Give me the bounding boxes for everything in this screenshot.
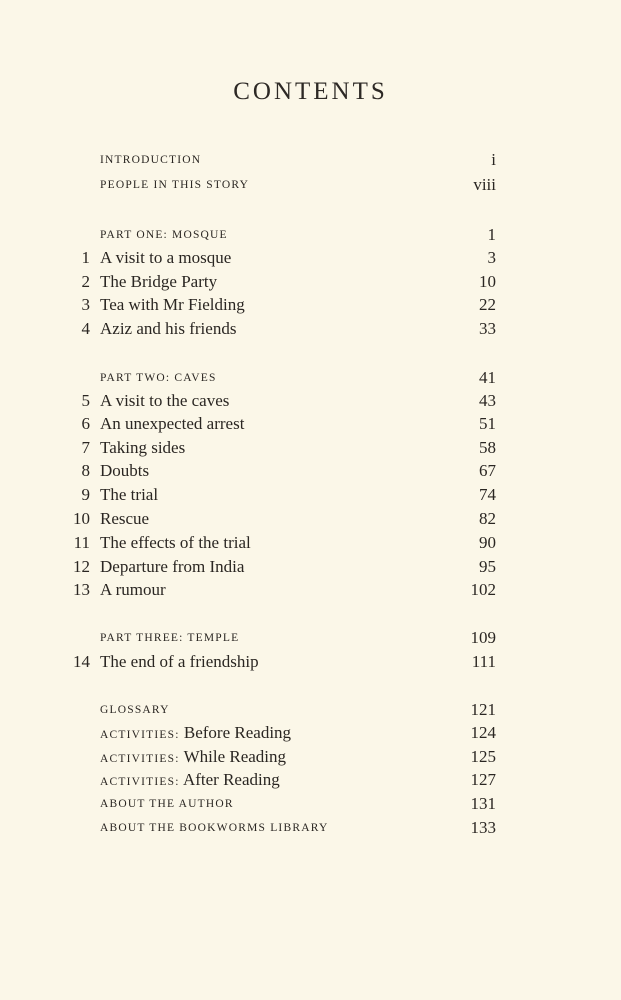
entry-title: The effects of the trial — [100, 533, 251, 552]
entry-title: Doubts — [100, 461, 150, 480]
page-number: 43 — [479, 391, 496, 410]
entry-title: ABOUT THE BOOKWORMS LIBRARY — [100, 822, 329, 834]
page-number: viii — [473, 175, 496, 194]
page-number: 82 — [479, 509, 496, 528]
page-number: 1 — [487, 225, 496, 244]
entry-title-text: After Reading — [182, 770, 280, 789]
entry-title — [100, 721, 291, 747]
chapter-number: 12 — [73, 557, 90, 576]
entry-title-text: While Reading — [183, 747, 287, 766]
page-number: 51 — [479, 414, 496, 433]
toc-entry — [0, 270, 621, 294]
chapter-number: 14 — [73, 652, 90, 671]
page-number: i — [491, 150, 496, 169]
entry-prefix: ACTIVITIES: — [100, 753, 180, 765]
page-number: 58 — [479, 438, 496, 457]
toc-entry — [0, 578, 621, 602]
chapter-number: 11 — [73, 533, 90, 552]
page-number: 102 — [470, 580, 496, 599]
entry-title: PART THREE: TEMPLE — [100, 632, 240, 644]
page-number: 74 — [479, 485, 496, 504]
chapter-number: 2 — [81, 272, 90, 291]
chapter-number: 10 — [73, 509, 90, 528]
entry-title: PEOPLE IN THIS STORY — [100, 179, 250, 191]
toc-entry — [0, 507, 621, 531]
chapter-number: 3 — [81, 295, 90, 314]
toc-entry — [0, 317, 621, 341]
toc-entry — [0, 626, 621, 650]
page-number: 22 — [479, 295, 496, 314]
toc-entry — [0, 792, 621, 816]
page-number: 125 — [470, 747, 496, 766]
toc-entry — [0, 293, 621, 317]
entry-title: An unexpected arrest — [100, 414, 245, 433]
entry-prefix: ACTIVITIES: — [100, 776, 180, 788]
toc-entry — [0, 650, 621, 674]
toc-entry — [0, 223, 621, 247]
entry-title — [100, 768, 280, 794]
entry-title: A visit to a mosque — [100, 248, 232, 267]
page-number: 33 — [479, 319, 496, 338]
entry-title: A visit to the caves — [100, 391, 230, 410]
chapter-number: 5 — [81, 391, 90, 410]
entry-title: The end of a friendship — [100, 652, 259, 671]
entry-title: Rescue — [100, 509, 150, 528]
toc-entry — [0, 459, 621, 483]
page-number: 90 — [479, 533, 496, 552]
entry-title-text: Before Reading — [183, 723, 292, 742]
toc-entry — [0, 436, 621, 460]
toc-entry — [0, 768, 621, 792]
entry-title: Tea with Mr Fielding — [100, 295, 245, 314]
entry-title: ABOUT THE AUTHOR — [100, 798, 234, 810]
page-number: 131 — [470, 794, 496, 813]
toc-entry — [0, 483, 621, 507]
page-number: 3 — [487, 248, 496, 267]
chapter-number: 1 — [81, 248, 90, 267]
toc-entry — [0, 389, 621, 413]
chapter-number: 7 — [81, 438, 90, 457]
entry-title: The Bridge Party — [100, 272, 218, 291]
toc-entry — [0, 366, 621, 390]
page-number: 111 — [471, 652, 496, 671]
page-number: 10 — [479, 272, 496, 291]
toc-entry — [0, 698, 621, 722]
toc-entry — [0, 412, 621, 436]
chapter-number: 8 — [81, 461, 90, 480]
chapter-number: 13 — [73, 580, 90, 599]
entry-title: The trial — [100, 485, 159, 504]
entry-prefix: ACTIVITIES: — [100, 729, 180, 741]
entry-title: PART TWO: CAVES — [100, 372, 217, 384]
toc-entry — [0, 816, 621, 840]
page-number: 67 — [479, 461, 496, 480]
toc-entry — [0, 173, 621, 197]
chapter-number: 9 — [81, 485, 90, 504]
chapter-number: 6 — [81, 414, 90, 433]
page-number: 109 — [470, 628, 496, 647]
entry-title: Taking sides — [100, 438, 186, 457]
entry-title: A rumour — [100, 580, 166, 599]
entry-title: PART ONE: MOSQUE — [100, 229, 228, 241]
page-number: 41 — [479, 368, 496, 387]
toc-entry — [0, 148, 621, 172]
entry-title: GLOSSARY — [100, 704, 170, 716]
toc-entry — [0, 745, 621, 769]
page-number: 121 — [470, 700, 496, 719]
entry-title: INTRODUCTION — [100, 154, 202, 166]
page-number: 127 — [470, 770, 496, 789]
toc-entry — [0, 721, 621, 745]
page-number: 95 — [479, 557, 496, 576]
page-number: 124 — [470, 723, 496, 742]
page-number: 133 — [470, 818, 496, 837]
chapter-number: 4 — [81, 319, 90, 338]
toc-entry — [0, 555, 621, 579]
entry-title: Departure from India — [100, 557, 245, 576]
toc-entry — [0, 531, 621, 555]
page-title: CONTENTS — [233, 78, 388, 105]
toc-entry — [0, 246, 621, 270]
entry-title: Aziz and his friends — [100, 319, 237, 338]
